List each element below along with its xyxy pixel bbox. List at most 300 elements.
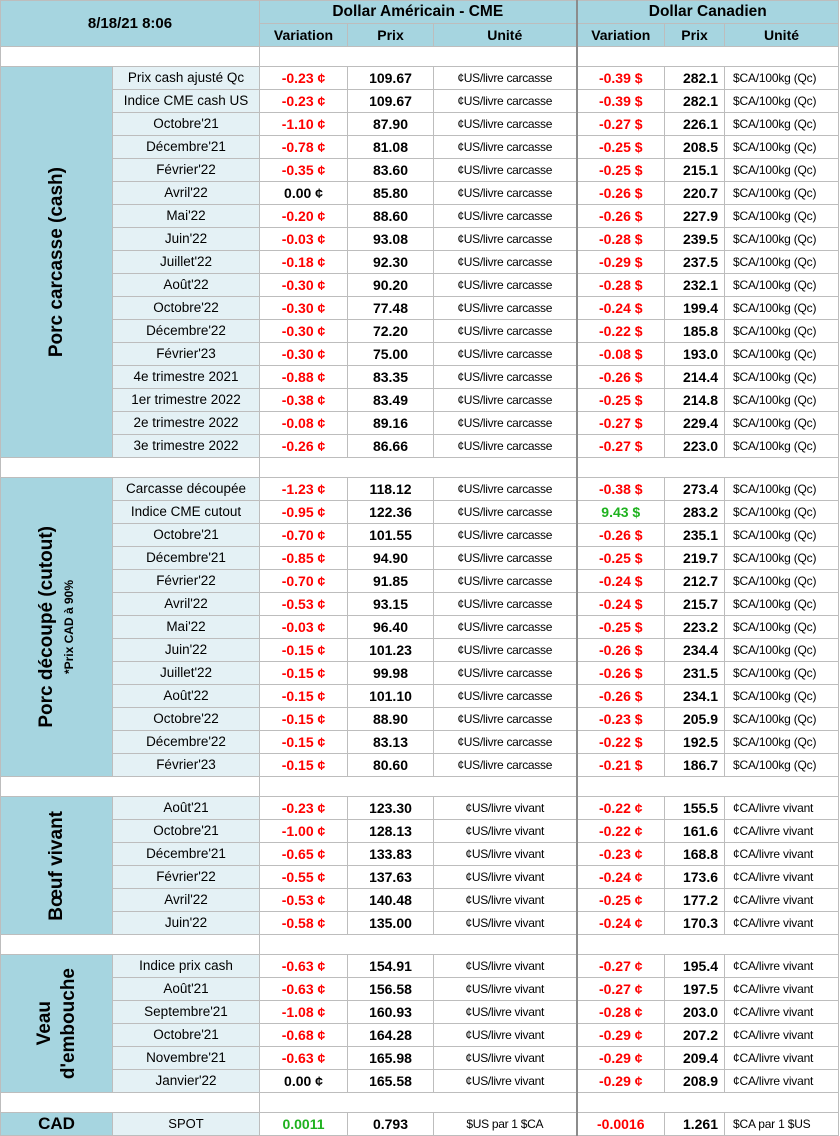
cad-unit: $CA/100kg (Qc) <box>725 478 839 501</box>
table-row <box>1 912 839 935</box>
usd-price: 133.83 <box>348 843 434 866</box>
cad-variation: -0.22 ¢ <box>577 797 665 820</box>
usd-unit: ¢US/livre carcasse <box>434 593 577 616</box>
cad-price: 223.0 <box>665 435 725 458</box>
table-row <box>1 501 839 524</box>
cad-price: 282.1 <box>665 90 725 113</box>
cad-price: 205.9 <box>665 708 725 731</box>
usd-variation: -0.30 ¢ <box>260 320 348 343</box>
cad-variation: -0.39 $ <box>577 67 665 90</box>
row-label: 4e trimestre 2021 <box>113 366 260 389</box>
table-row <box>1 389 839 412</box>
usd-unit: ¢US/livre vivant <box>434 797 577 820</box>
cad-unit: ¢CA/livre vivant <box>725 1047 839 1070</box>
usd-unit: ¢US/livre vivant <box>434 978 577 1001</box>
row-label: Février'23 <box>113 343 260 366</box>
row-label: Avril'22 <box>113 182 260 205</box>
row-label: Avril'22 <box>113 593 260 616</box>
usd-variation: -0.35 ¢ <box>260 159 348 182</box>
cad-price: 185.8 <box>665 320 725 343</box>
table-row <box>1 570 839 593</box>
cad-unit: ¢CA/livre vivant <box>725 1024 839 1047</box>
cad-variation: -0.26 $ <box>577 182 665 205</box>
usd-unit: $US par 1 $CA <box>434 1113 577 1136</box>
cad-price-header: Prix <box>665 24 725 47</box>
usd-variation: -0.15 ¢ <box>260 754 348 777</box>
cad-variation: -0.27 $ <box>577 435 665 458</box>
cad-unit: ¢CA/livre vivant <box>725 866 839 889</box>
cad-price: 223.2 <box>665 616 725 639</box>
usd-price: 156.58 <box>348 978 434 1001</box>
row-label: Décembre'21 <box>113 136 260 159</box>
table-row <box>1 754 839 777</box>
table-row <box>1 136 839 159</box>
usd-price: 160.93 <box>348 1001 434 1024</box>
row-label: Juin'22 <box>113 912 260 935</box>
row-label: Mai'22 <box>113 205 260 228</box>
usd-variation: -0.30 ¢ <box>260 274 348 297</box>
usd-variation: -0.30 ¢ <box>260 297 348 320</box>
cad-variation: -0.38 $ <box>577 478 665 501</box>
cad-variation: -0.26 $ <box>577 366 665 389</box>
cad-unit-header: Unité <box>725 24 839 47</box>
usd-variation: -0.95 ¢ <box>260 501 348 524</box>
cad-variation: -0.24 ¢ <box>577 912 665 935</box>
cad-variation: -0.26 $ <box>577 662 665 685</box>
usd-group-title: Dollar Américain - CME <box>260 1 577 24</box>
usd-variation: -0.15 ¢ <box>260 685 348 708</box>
table-row <box>1 616 839 639</box>
table-row <box>1 478 839 501</box>
section-title-porc-carcasse <box>1 67 113 458</box>
cad-unit: $CA/100kg (Qc) <box>725 136 839 159</box>
row-label: Août'22 <box>113 274 260 297</box>
row-label: Septembre'21 <box>113 1001 260 1024</box>
cad-variation: -0.29 ¢ <box>577 1024 665 1047</box>
usd-unit: ¢US/livre vivant <box>434 843 577 866</box>
table-row <box>1 1024 839 1047</box>
usd-price: 90.20 <box>348 274 434 297</box>
cad-unit: $CA/100kg (Qc) <box>725 297 839 320</box>
cad-price: 283.2 <box>665 501 725 524</box>
row-label: Décembre'22 <box>113 320 260 343</box>
usd-variation: -0.03 ¢ <box>260 228 348 251</box>
usd-unit: ¢US/livre carcasse <box>434 67 577 90</box>
usd-price: 101.10 <box>348 685 434 708</box>
table-row <box>1 593 839 616</box>
usd-variation: -0.38 ¢ <box>260 389 348 412</box>
usd-price: 94.90 <box>348 547 434 570</box>
row-label: Octobre'21 <box>113 820 260 843</box>
cad-unit: $CA/100kg (Qc) <box>725 639 839 662</box>
cad-variation: -0.26 $ <box>577 639 665 662</box>
cad-unit: $CA/100kg (Qc) <box>725 412 839 435</box>
usd-unit: ¢US/livre carcasse <box>434 251 577 274</box>
cad-unit: $CA/100kg (Qc) <box>725 67 839 90</box>
cad-spot-row <box>1 1113 839 1136</box>
cad-price: 226.1 <box>665 113 725 136</box>
cad-unit: $CA/100kg (Qc) <box>725 228 839 251</box>
row-label: Octobre'21 <box>113 524 260 547</box>
usd-variation: -0.08 ¢ <box>260 412 348 435</box>
section-spacer <box>1 458 839 478</box>
table-row <box>1 685 839 708</box>
cad-unit: $CA/100kg (Qc) <box>725 708 839 731</box>
usd-price: 165.98 <box>348 1047 434 1070</box>
usd-price: 83.60 <box>348 159 434 182</box>
cad-variation: 9.43 $ <box>577 501 665 524</box>
usd-variation: -0.85 ¢ <box>260 547 348 570</box>
cad-price: 237.5 <box>665 251 725 274</box>
cad-variation: -0.24 $ <box>577 593 665 616</box>
cad-variation: -0.27 ¢ <box>577 978 665 1001</box>
cad-variation: -0.23 $ <box>577 708 665 731</box>
spot-label: SPOT <box>113 1113 260 1136</box>
cad-unit: $CA/100kg (Qc) <box>725 501 839 524</box>
cad-unit: $CA/100kg (Qc) <box>725 366 839 389</box>
cad-variation: -0.22 $ <box>577 320 665 343</box>
usd-price: 140.48 <box>348 889 434 912</box>
usd-price: 83.49 <box>348 389 434 412</box>
usd-variation: 0.00 ¢ <box>260 182 348 205</box>
table-row <box>1 843 839 866</box>
usd-variation: -0.23 ¢ <box>260 797 348 820</box>
usd-unit: ¢US/livre carcasse <box>434 639 577 662</box>
row-label: Octobre'22 <box>113 708 260 731</box>
table-row <box>1 182 839 205</box>
cad-variation: -0.25 $ <box>577 136 665 159</box>
table-row <box>1 524 839 547</box>
row-label: Juillet'22 <box>113 251 260 274</box>
row-label: Février'23 <box>113 754 260 777</box>
cad-price: 227.9 <box>665 205 725 228</box>
cad-variation: -0.27 $ <box>577 113 665 136</box>
row-label: Février'22 <box>113 159 260 182</box>
table-row <box>1 90 839 113</box>
cad-variation: -0.24 $ <box>577 570 665 593</box>
usd-variation: -0.53 ¢ <box>260 593 348 616</box>
usd-unit: ¢US/livre vivant <box>434 866 577 889</box>
cad-variation: -0.26 $ <box>577 205 665 228</box>
usd-price: 122.36 <box>348 501 434 524</box>
row-label: 1er trimestre 2022 <box>113 389 260 412</box>
cad-unit: $CA/100kg (Qc) <box>725 616 839 639</box>
usd-variation: -0.53 ¢ <box>260 889 348 912</box>
usd-variation: -0.88 ¢ <box>260 366 348 389</box>
cad-variation: -0.25 ¢ <box>577 889 665 912</box>
usd-unit: ¢US/livre vivant <box>434 912 577 935</box>
cad-price: 231.5 <box>665 662 725 685</box>
row-label: Août'21 <box>113 797 260 820</box>
cad-unit: ¢CA/livre vivant <box>725 1001 839 1024</box>
usd-unit: ¢US/livre carcasse <box>434 754 577 777</box>
usd-unit: ¢US/livre vivant <box>434 1001 577 1024</box>
usd-variation: -0.58 ¢ <box>260 912 348 935</box>
usd-variation: -0.23 ¢ <box>260 90 348 113</box>
table-row <box>1 228 839 251</box>
usd-price: 85.80 <box>348 182 434 205</box>
cad-unit: ¢CA/livre vivant <box>725 955 839 978</box>
row-label: Prix cash ajusté Qc <box>113 67 260 90</box>
cad-price: 234.4 <box>665 639 725 662</box>
cad-variation: -0.28 $ <box>577 228 665 251</box>
cad-price: 282.1 <box>665 67 725 90</box>
usd-price: 75.00 <box>348 343 434 366</box>
table-row <box>1 1001 839 1024</box>
row-label: Octobre'22 <box>113 297 260 320</box>
usd-unit: ¢US/livre carcasse <box>434 412 577 435</box>
row-label: Carcasse découpée <box>113 478 260 501</box>
cad-unit: $CA/100kg (Qc) <box>725 159 839 182</box>
usd-price: 87.90 <box>348 113 434 136</box>
cad-price: 1.261 <box>665 1113 725 1136</box>
table-row <box>1 366 839 389</box>
cad-price: 220.7 <box>665 182 725 205</box>
cad-variation: -0.29 ¢ <box>577 1047 665 1070</box>
usd-price: 128.13 <box>348 820 434 843</box>
table-row <box>1 251 839 274</box>
usd-price: 109.67 <box>348 90 434 113</box>
usd-unit: ¢US/livre carcasse <box>434 159 577 182</box>
table-row <box>1 955 839 978</box>
cad-variation-header: Variation <box>577 24 665 47</box>
usd-variation: -0.23 ¢ <box>260 67 348 90</box>
usd-price: 88.60 <box>348 205 434 228</box>
usd-variation: -0.30 ¢ <box>260 343 348 366</box>
cad-price: 208.9 <box>665 1070 725 1093</box>
cad-price: 214.4 <box>665 366 725 389</box>
table-row <box>1 274 839 297</box>
row-label: Indice CME cutout <box>113 501 260 524</box>
table-row <box>1 343 839 366</box>
cad-price: 177.2 <box>665 889 725 912</box>
cad-variation: -0.24 ¢ <box>577 866 665 889</box>
usd-unit: ¢US/livre carcasse <box>434 662 577 685</box>
cad-unit: $CA/100kg (Qc) <box>725 274 839 297</box>
report-date: 8/18/21 8:06 <box>1 1 260 47</box>
usd-price: 123.30 <box>348 797 434 820</box>
cad-unit: $CA/100kg (Qc) <box>725 113 839 136</box>
section-title-text: Bœuf vivant <box>45 810 67 921</box>
cad-price: 208.5 <box>665 136 725 159</box>
usd-unit: ¢US/livre carcasse <box>434 708 577 731</box>
cad-unit: $CA/100kg (Qc) <box>725 90 839 113</box>
usd-variation: -0.26 ¢ <box>260 435 348 458</box>
cad-price: 173.6 <box>665 866 725 889</box>
usd-variation: -0.68 ¢ <box>260 1024 348 1047</box>
row-label: 2e trimestre 2022 <box>113 412 260 435</box>
table-row <box>1 797 839 820</box>
cad-variation: -0.29 $ <box>577 251 665 274</box>
section-spacer <box>1 935 839 955</box>
row-label: Août'22 <box>113 685 260 708</box>
usd-unit: ¢US/livre carcasse <box>434 182 577 205</box>
usd-variation: -0.55 ¢ <box>260 866 348 889</box>
table-row <box>1 639 839 662</box>
table-row <box>1 889 839 912</box>
table-row <box>1 978 839 1001</box>
usd-unit: ¢US/livre carcasse <box>434 366 577 389</box>
cad-unit: ¢CA/livre vivant <box>725 912 839 935</box>
table-row <box>1 435 839 458</box>
usd-price: 165.58 <box>348 1070 434 1093</box>
cad-variation: -0.0016 <box>577 1113 665 1136</box>
row-label: 3e trimestre 2022 <box>113 435 260 458</box>
usd-variation: -0.65 ¢ <box>260 843 348 866</box>
usd-unit: ¢US/livre carcasse <box>434 90 577 113</box>
row-label: Août'21 <box>113 978 260 1001</box>
cad-variation: -0.25 $ <box>577 616 665 639</box>
usd-unit: ¢US/livre carcasse <box>434 113 577 136</box>
usd-unit: ¢US/livre carcasse <box>434 524 577 547</box>
cad-variation: -0.24 $ <box>577 297 665 320</box>
usd-price: 77.48 <box>348 297 434 320</box>
table-row <box>1 412 839 435</box>
cad-price: 232.1 <box>665 274 725 297</box>
table-row <box>1 547 839 570</box>
usd-unit: ¢US/livre vivant <box>434 1024 577 1047</box>
section-title-veau-embouche <box>1 955 113 1093</box>
row-label: Octobre'21 <box>113 113 260 136</box>
cad-variation: -0.27 ¢ <box>577 955 665 978</box>
usd-unit: ¢US/livre vivant <box>434 1070 577 1093</box>
cad-price: 186.7 <box>665 754 725 777</box>
row-label: Décembre'21 <box>113 843 260 866</box>
row-label: Mai'22 <box>113 616 260 639</box>
cad-unit: ¢CA/livre vivant <box>725 978 839 1001</box>
cad-price: 215.1 <box>665 159 725 182</box>
cad-unit: $CA/100kg (Qc) <box>725 593 839 616</box>
usd-unit: ¢US/livre carcasse <box>434 320 577 343</box>
cad-variation: -0.25 $ <box>577 159 665 182</box>
cad-variation: -0.22 ¢ <box>577 820 665 843</box>
cad-unit: ¢CA/livre vivant <box>725 820 839 843</box>
usd-price: 109.67 <box>348 67 434 90</box>
cad-price: 234.1 <box>665 685 725 708</box>
usd-variation: -1.10 ¢ <box>260 113 348 136</box>
table-row <box>1 159 839 182</box>
usd-unit: ¢US/livre carcasse <box>434 478 577 501</box>
usd-price: 135.00 <box>348 912 434 935</box>
row-label: Décembre'21 <box>113 547 260 570</box>
usd-price: 0.793 <box>348 1113 434 1136</box>
usd-unit-header: Unité <box>434 24 577 47</box>
cad-price: 203.0 <box>665 1001 725 1024</box>
section-spacer <box>1 1093 839 1113</box>
usd-price: 93.08 <box>348 228 434 251</box>
cad-unit: $CA/100kg (Qc) <box>725 320 839 343</box>
cad-variation: -0.23 ¢ <box>577 843 665 866</box>
cad-unit: $CA/100kg (Qc) <box>725 662 839 685</box>
cad-variation: -0.28 ¢ <box>577 1001 665 1024</box>
cad-price: 155.5 <box>665 797 725 820</box>
cad-price: 195.4 <box>665 955 725 978</box>
cad-price: 239.5 <box>665 228 725 251</box>
usd-price: 99.98 <box>348 662 434 685</box>
usd-variation: -0.15 ¢ <box>260 639 348 662</box>
cad-unit: ¢CA/livre vivant <box>725 843 839 866</box>
usd-unit: ¢US/livre carcasse <box>434 685 577 708</box>
usd-variation-header: Variation <box>260 24 348 47</box>
usd-price: 93.15 <box>348 593 434 616</box>
cad-unit: ¢CA/livre vivant <box>725 797 839 820</box>
table-row <box>1 708 839 731</box>
usd-unit: ¢US/livre carcasse <box>434 136 577 159</box>
cad-variation: -0.28 $ <box>577 274 665 297</box>
usd-variation: -1.00 ¢ <box>260 820 348 843</box>
usd-price: 92.30 <box>348 251 434 274</box>
table-row <box>1 1070 839 1093</box>
row-label: Indice CME cash US <box>113 90 260 113</box>
table-row <box>1 113 839 136</box>
usd-price: 89.16 <box>348 412 434 435</box>
usd-unit: ¢US/livre carcasse <box>434 274 577 297</box>
cad-unit: $CA/100kg (Qc) <box>725 685 839 708</box>
usd-unit: ¢US/livre vivant <box>434 820 577 843</box>
usd-price: 164.28 <box>348 1024 434 1047</box>
row-label: Décembre'22 <box>113 731 260 754</box>
usd-price: 86.66 <box>348 435 434 458</box>
usd-unit: ¢US/livre carcasse <box>434 731 577 754</box>
cad-variation: -0.22 $ <box>577 731 665 754</box>
usd-variation: -1.08 ¢ <box>260 1001 348 1024</box>
cad-price: 273.4 <box>665 478 725 501</box>
usd-variation: 0.00 ¢ <box>260 1070 348 1093</box>
cad-price: 229.4 <box>665 412 725 435</box>
usd-variation: -0.03 ¢ <box>260 616 348 639</box>
cad-unit: ¢CA/livre vivant <box>725 889 839 912</box>
usd-unit: ¢US/livre carcasse <box>434 343 577 366</box>
usd-variation: -0.18 ¢ <box>260 251 348 274</box>
usd-price: 83.35 <box>348 366 434 389</box>
row-label: Juin'22 <box>113 639 260 662</box>
usd-variation: -0.20 ¢ <box>260 205 348 228</box>
cad-price: 209.4 <box>665 1047 725 1070</box>
usd-unit: ¢US/livre vivant <box>434 955 577 978</box>
section-spacer <box>1 777 839 797</box>
usd-unit: ¢US/livre carcasse <box>434 570 577 593</box>
table-row <box>1 297 839 320</box>
usd-price: 91.85 <box>348 570 434 593</box>
cad-variation: -0.26 $ <box>577 524 665 547</box>
row-label: Février'22 <box>113 570 260 593</box>
cad-price: 193.0 <box>665 343 725 366</box>
row-label: Novembre'21 <box>113 1047 260 1070</box>
row-label: Juin'22 <box>113 228 260 251</box>
cad-variation: -0.25 $ <box>577 389 665 412</box>
usd-unit: ¢US/livre carcasse <box>434 297 577 320</box>
cad-variation: -0.27 $ <box>577 412 665 435</box>
cad-group-title: Dollar Canadien <box>577 1 839 24</box>
usd-price: 88.90 <box>348 708 434 731</box>
usd-price: 72.20 <box>348 320 434 343</box>
usd-price: 154.91 <box>348 955 434 978</box>
table-row <box>1 820 839 843</box>
usd-price: 83.13 <box>348 731 434 754</box>
table-row <box>1 320 839 343</box>
usd-variation: 0.0011 <box>260 1113 348 1136</box>
cad-unit: $CA/100kg (Qc) <box>725 754 839 777</box>
usd-variation: -0.70 ¢ <box>260 570 348 593</box>
usd-variation: -0.63 ¢ <box>260 1047 348 1070</box>
row-label: Juillet'22 <box>113 662 260 685</box>
table-row <box>1 67 839 90</box>
cad-variation: -0.26 $ <box>577 685 665 708</box>
usd-unit: ¢US/livre carcasse <box>434 205 577 228</box>
table-row <box>1 662 839 685</box>
usd-unit: ¢US/livre carcasse <box>434 389 577 412</box>
cad-variation: -0.08 $ <box>577 343 665 366</box>
